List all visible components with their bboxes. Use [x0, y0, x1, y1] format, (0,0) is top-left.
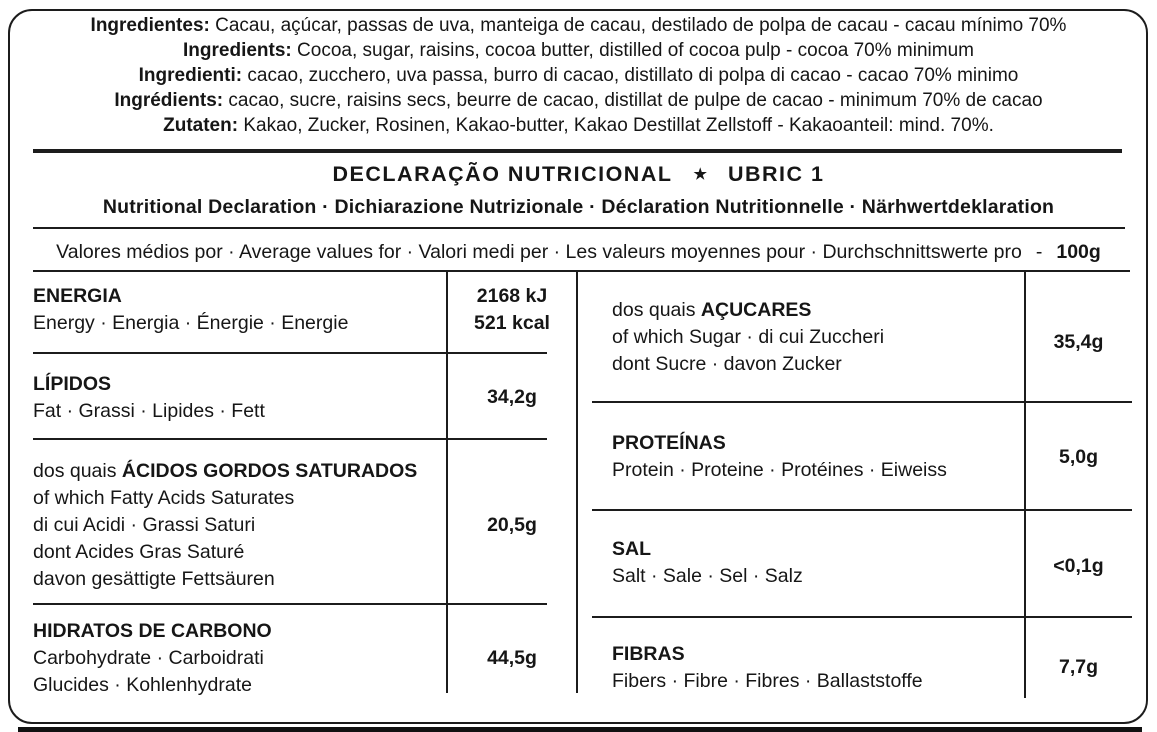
- row-fiber-value: 7,7g: [1058, 656, 1099, 678]
- declaration-title: [0, 162, 1157, 187]
- average-values-text: Valores médios por · Average values for · Valori medi per · Les valeurs moyennes pour · Durchschnittswerte pro: [56, 241, 1022, 263]
- row-saturates-value: 20,5g: [487, 514, 537, 536]
- star-icon: ★: [693, 166, 707, 183]
- nutrient-translations: Fat · Grassi · Lipides · Fett: [33, 400, 265, 422]
- nutrient-translations: Carbohydrate · Carboidrati: [33, 647, 264, 669]
- right-row-divider-3: [592, 616, 1132, 618]
- ingredients-label-de: Zutaten:: [163, 115, 239, 136]
- left-row-divider-2: [33, 438, 547, 440]
- nutrient-translations: dont Sucre · davon Zucker: [612, 353, 842, 375]
- declaration-title-suffix: UBRIC 1: [727, 162, 825, 186]
- ingredients-label-en: Ingredients:: [183, 40, 292, 61]
- nutrient-name: ÁCIDOS GORDOS SATURADOS: [121, 460, 418, 482]
- nutrient-name: FIBRAS: [612, 643, 685, 665]
- row-energy-label: [33, 283, 433, 337]
- nutrient-name: PROTEÍNAS: [612, 432, 726, 454]
- average-values-line: [20, 241, 1137, 264]
- ingredients-line-it: Ingredienti: cacao, zucchero, uva passa, burro di cacao, distillato di polpa di cacao - cacao 70% minimo: [138, 65, 1019, 86]
- ingredients-label-pt: Ingredientes:: [90, 15, 210, 36]
- nutrient-translations: dont Acides Gras Saturé: [33, 541, 245, 563]
- row-sugars-value: 35,4g: [1053, 331, 1104, 353]
- ingredients-label-fr: Ingrédients:: [114, 90, 224, 111]
- nutrient-prefix: dos quais: [612, 299, 701, 321]
- nutrient-name: AÇUCARES: [700, 299, 812, 321]
- ingredients-line-de: Zutaten: Kakao, Zucker, Rosinen, Kakao-butter, Kakao Destillat Zellstoff - Kakaoanteil: mind. 70%.: [163, 115, 994, 136]
- row-fiber-label: [612, 641, 1012, 695]
- average-values-dash: -: [1035, 241, 1043, 263]
- ingredients-divider: [33, 149, 1122, 153]
- nutrient-name: ENERGIA: [33, 285, 122, 307]
- row-energy-value: 2168 kJ 521 kcal: [474, 285, 550, 334]
- nutrient-name: LÍPIDOS: [33, 373, 112, 395]
- table-top-divider: [33, 270, 1130, 272]
- ingredients-line-pt: Ingredientes: Cacau, açúcar, passas de uva, manteiga de cacau, destilado de polpa de cacau - cacau mínimo 70%: [90, 15, 1067, 36]
- row-protein-label: [612, 430, 1012, 484]
- nutrient-translations: Glucides · Kohlenhydrate: [33, 674, 252, 696]
- right-row-divider-2: [592, 509, 1132, 511]
- nutrient-translations: davon gesättigte Fettsäuren: [33, 568, 275, 590]
- row-salt-value: <0,1g: [1053, 555, 1104, 577]
- row-saturates-label: [33, 458, 443, 593]
- row-fat-label: [33, 371, 433, 425]
- row-carbohydrate-value: 44,5g: [487, 647, 537, 669]
- nutrient-translations: Protein · Proteine · Protéines · Eiweiss: [612, 459, 947, 481]
- right-row-divider-1: [592, 401, 1132, 403]
- nutrient-translations: Energy · Energia · Énergie · Energie: [33, 312, 349, 334]
- ingredients-section: [30, 13, 1127, 138]
- nutrient-translations: di cui Acidi · Grassi Saturi: [33, 514, 256, 536]
- row-salt-label: [612, 536, 1012, 590]
- nutrient-name: SAL: [612, 538, 651, 560]
- nutrient-name: HIDRATOS DE CARBONO: [33, 620, 272, 642]
- row-sugars-label: [612, 297, 1012, 378]
- ingredients-line-fr: Ingrédients: cacao, sucre, raisins secs, beurre de cacao, distillat de pulpe de cacao - minimum 70% de cacao: [114, 90, 1043, 111]
- nutrient-prefix: dos quais: [33, 460, 122, 482]
- row-protein-value: 5,0g: [1058, 446, 1099, 468]
- nutrient-translations: Salt · Sale · Sel · Salz: [612, 565, 803, 587]
- left-row-divider-3: [33, 603, 547, 605]
- ingredients-line-en: Ingredients: Cocoa, sugar, raisins, cocoa butter, distilled of cocoa pulp - cocoa 70% minimum: [183, 40, 974, 61]
- subtitle-divider: [33, 227, 1125, 229]
- label-bottom-edge: [18, 727, 1142, 732]
- ingredients-label-it: Ingredienti:: [138, 65, 243, 86]
- average-values-amount: 100g: [1056, 241, 1101, 263]
- row-carbohydrate-label: [33, 618, 433, 699]
- nutrient-translations: Fibers · Fibre · Fibres · Ballaststoffe: [612, 670, 923, 692]
- nutrient-translations: of which Fatty Acids Saturates: [33, 487, 295, 509]
- row-fat-value: 34,2g: [487, 386, 537, 408]
- declaration-subtitle: Nutritional Declaration · Dichiarazione Nutrizionale · Déclaration Nutritionnelle · Närhwertdeklaration: [102, 196, 1055, 218]
- nutrient-translations: of which Sugar · di cui Zuccheri: [612, 326, 885, 348]
- declaration-title-text: DECLARAÇÃO NUTRICIONAL: [332, 162, 673, 186]
- left-row-divider-1: [33, 352, 547, 354]
